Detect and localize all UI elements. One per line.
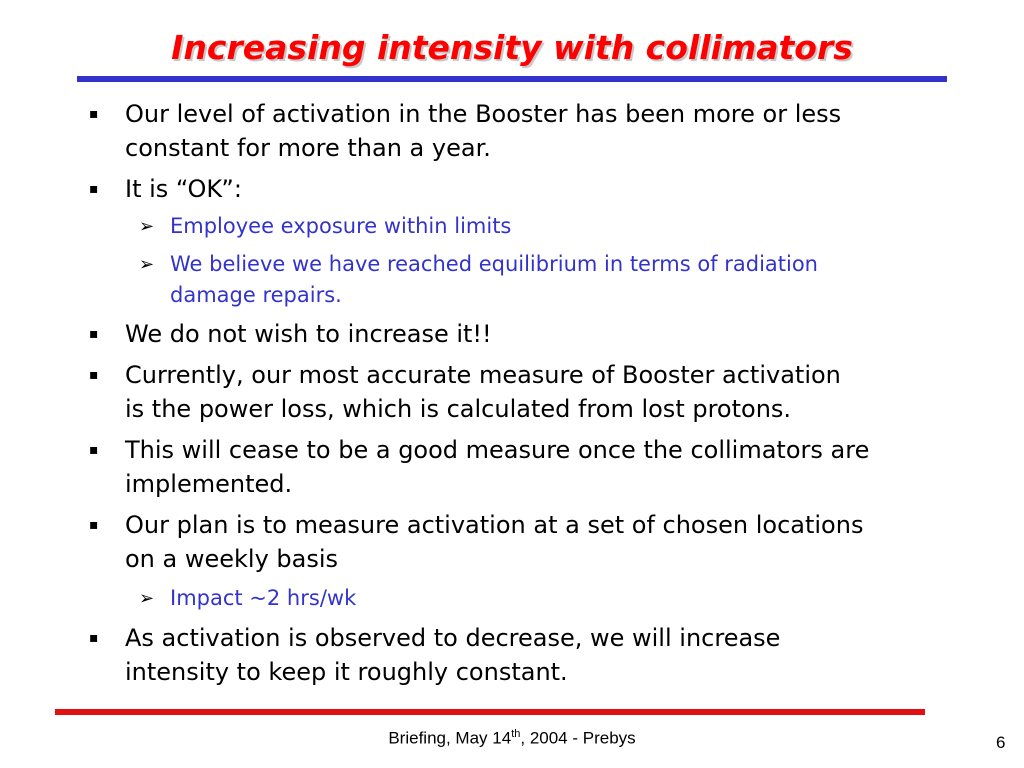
bullet-line: intensity to keep it roughly constant. (125, 658, 568, 686)
top-divider (77, 76, 947, 82)
slide-title: Increasing intensity with collimators (171, 28, 853, 67)
sub-bullet-item (139, 249, 818, 311)
square-bullet-icon: ▪ (89, 326, 99, 342)
sub-bullet-item (139, 583, 357, 614)
bullet-line: constant for more than a year. (125, 134, 491, 162)
bullet-item (89, 508, 864, 576)
footer (0, 728, 1024, 749)
bullet-line: on a weekly basis (125, 545, 339, 573)
bullet-line: This will cease to be a good measure once the collimators are (125, 436, 870, 464)
bullet-line: damage repairs. (170, 283, 342, 307)
bullet-item (89, 317, 492, 351)
footer-suffix: , 2004 - Prebys (520, 728, 636, 748)
bullet-line: implemented. (125, 470, 293, 498)
square-bullet-icon: ▪ (89, 106, 99, 122)
arrowhead-bullet-icon: ➢ (139, 216, 155, 237)
bullet-line: It is “OK”: (125, 175, 242, 203)
bullet-item (89, 172, 242, 206)
arrowhead-bullet-icon: ➢ (139, 588, 155, 609)
square-bullet-icon: ▪ (89, 367, 99, 383)
bullet-line: is the power loss, which is calculated from lost protons. (125, 395, 792, 423)
bullet-line: As activation is observed to decrease, we will increase (125, 624, 781, 652)
square-bullet-icon: ▪ (89, 181, 99, 197)
bottom-divider (55, 709, 925, 715)
footer-superscript: th (511, 728, 521, 740)
bullet-line: Our level of activation in the Booster has been more or less (125, 100, 842, 128)
bullet-line: We believe we have reached equilibrium in terms of radiation (170, 252, 818, 276)
bullet-line: Impact ~2 hrs/wk (170, 586, 357, 610)
bullet-item (89, 621, 781, 689)
bullet-line: Our plan is to measure activation at a set of chosen locations (125, 511, 864, 539)
square-bullet-icon: ▪ (89, 517, 99, 533)
bullet-line: Employee exposure within limits (170, 214, 512, 238)
arrowhead-bullet-icon: ➢ (139, 254, 155, 275)
square-bullet-icon: ▪ (89, 630, 99, 646)
bullet-item (89, 433, 870, 501)
bullet-item (89, 97, 842, 165)
square-bullet-icon: ▪ (89, 442, 99, 458)
page-number: 6 (996, 733, 1006, 752)
bullet-line: We do not wish to increase it!! (125, 320, 492, 348)
footer-prefix: Briefing, May 14 (388, 728, 512, 748)
sub-bullet-item (139, 211, 512, 242)
bullet-line: Currently, our most accurate measure of Booster activation (125, 361, 841, 389)
bullet-item (89, 358, 841, 426)
